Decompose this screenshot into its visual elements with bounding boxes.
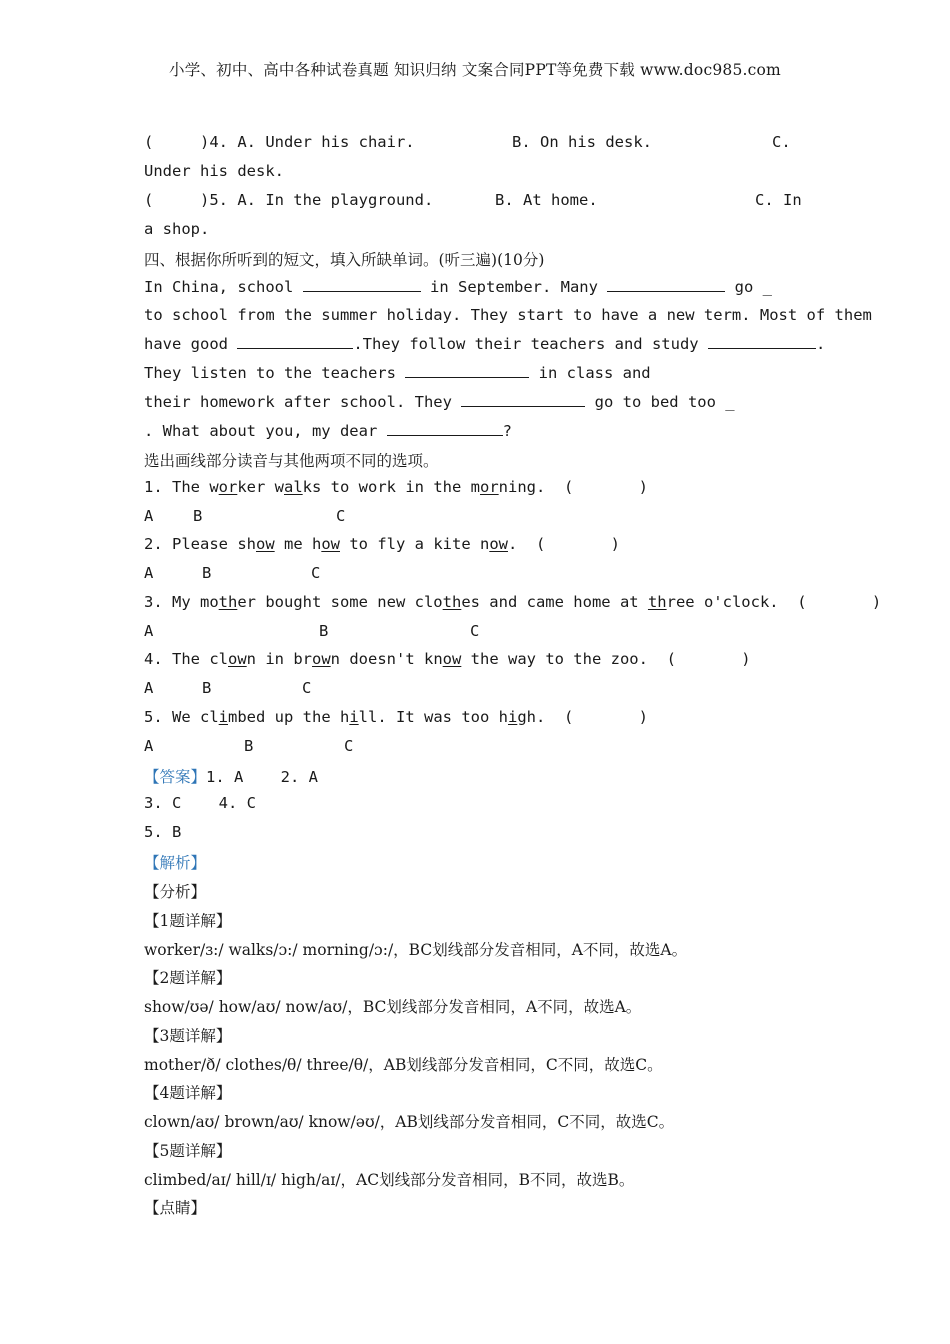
analysis-label: 【解析】 [144,854,207,872]
underlined-part: i [218,708,228,726]
passage-text: .They follow their teachers and study [353,335,699,353]
passage-text: go _ [734,278,772,296]
underlined-part: i [507,708,518,726]
q-text: 4. The cl [144,650,228,668]
passage-line-6 [144,421,512,440]
passage-text: have good [144,335,228,353]
listening-q4-option-b: B. On his desk. [512,133,652,151]
q3-option-b: B [319,622,329,640]
q5-option-c: C [344,737,354,755]
q-text: ll. It was too h [358,708,508,726]
q4-option-a: A [144,679,154,697]
phonics-q5 [144,708,648,726]
q2-option-b: B [202,564,212,582]
underlined-part: th [442,593,462,611]
listening-q4-cont: Under his desk. [144,162,284,180]
q-text: me h [274,535,322,553]
blank-4[interactable] [708,334,816,349]
detail-2-text: show/ʊə/ how/aʊ/ now/aʊ/，BC划线部分发音相同，A不同，故选A。 [144,998,642,1016]
answer-text: 1. A 2. A [206,768,318,786]
listening-q5-option-a: ( )5. A. In the playground. [144,191,434,209]
blank-6[interactable] [461,392,585,407]
detail-4-text: clown/aʊ/ brown/aʊ/ know/əʊ/，AB划线部分发音相同，C不同，故选C。 [144,1113,675,1131]
phonics-q4 [144,650,751,668]
phonics-title: 选出画线部分读音与其他两项不同的选项。 [144,452,439,470]
answer-line-3: 5. B [144,823,182,841]
q4-option-c: C [302,679,312,697]
q-text: the way to the zoo. ( ) [461,650,751,668]
passage-text: They listen to the teachers [144,364,396,382]
q-text: gh. ( ) [517,708,648,726]
underlined-part: ow [255,535,275,553]
q-text: es and came home at [461,593,648,611]
passage-line-5 [144,392,735,411]
passage-text: ? [502,422,512,440]
fenxi-heading: 【分析】 [144,883,207,901]
underlined-part: or [479,478,499,496]
q-text: ning. ( ) [498,478,648,496]
section4-title: 四、根据你所听到的短文，填入所缺单词。(听三遍)(10分) [144,251,545,269]
detail-1-text: worker/ɜ:/ walks/ɔ:/ morning/ɔ:/，BC划线部分发音相同，A不同，故选A。 [144,941,688,959]
blank-5[interactable] [405,363,529,378]
listening-q4-option-a: ( )4. A. Under his chair. [144,133,415,151]
q5-option-b: B [244,737,254,755]
q-text: ker w [237,478,284,496]
q-text: 3. My mo [144,593,219,611]
detail-3-heading: 【3题详解】 [144,1027,232,1045]
q2-option-c: C [311,564,321,582]
passage-text: in class and [538,364,651,382]
passage-text: In China, school [144,278,294,296]
q-text: to fly a kite n [340,535,490,553]
phonics-q1 [144,478,648,496]
underlined-part: or [218,478,238,496]
q1-option-c: C [336,507,346,525]
blank-3[interactable] [237,334,353,349]
detail-1-heading: 【1题详解】 [144,912,232,930]
underlined-part: ow [312,650,331,668]
passage-text: . What about you, my dear [144,422,378,440]
dianjing-heading: 【点睛】 [144,1199,207,1217]
underlined-part: al [284,478,303,496]
blank-1[interactable] [303,277,421,292]
q-text: 1. The w [144,478,219,496]
passage-text: in September. Many [430,278,598,296]
underlined-part: th [647,593,667,611]
underlined-part: i [349,708,359,726]
q4-option-b: B [202,679,212,697]
q-text: er bought some new clo [237,593,443,611]
q-text: ree o'clock. ( ) [666,593,882,611]
answer-line-1 [144,765,318,787]
q-text: 2. Please sh [144,535,256,553]
q5-option-a: A [144,737,154,755]
q2-option-a: A [144,564,154,582]
passage-text: . [815,335,826,353]
detail-4-heading: 【4题详解】 [144,1084,232,1102]
listening-q5-cont: a shop. [144,220,210,238]
blank-2[interactable] [607,277,725,292]
detail-5-heading: 【5题详解】 [144,1142,232,1160]
passage-text: their homework after school. They [144,393,452,411]
passage-line-1 [144,277,772,296]
detail-5-text: climbed/aɪ/ hill/ɪ/ high/aɪ/，AC划线部分发音相同，B不同，故选B。 [144,1171,635,1189]
underlined-part: ow [321,535,340,553]
underlined-part: ow [442,650,462,668]
q3-option-a: A [144,622,154,640]
phonics-q2 [144,535,620,553]
passage-line-4 [144,363,651,382]
detail-2-heading: 【2题详解】 [144,969,232,987]
q1-option-a: A [144,507,154,525]
passage-text: go to bed too _ [594,393,735,411]
answer-line-2: 3. C 4. C [144,794,256,812]
listening-q5-option-b: B. At home. [495,191,598,209]
q-text: 5. We cl [144,708,219,726]
underlined-part: ow [228,650,247,668]
blank-7[interactable] [387,421,503,436]
q-text: mbed up the h [228,708,350,726]
phonics-q3 [144,593,881,611]
q-text: . ( ) [507,535,620,553]
q3-option-c: C [470,622,480,640]
detail-3-text: mother/ð/ clothes/θ/ three/θ/，AB划线部分发音相同，C不同，故选C。 [144,1056,663,1074]
passage-line-2: to school from the summer holiday. They start to have a new term. Most of them [144,306,872,324]
q-text: ks to work in the m [302,478,480,496]
answer-label: 【答案】 [144,768,207,786]
page-header: 小学、初中、高中各种试卷真题 知识归纳 文案合同PPT等免费下载 www.doc985.com [169,61,781,79]
listening-q5-option-c: C. In [755,191,802,209]
passage-line-3 [144,334,825,353]
q-text: n doesn't kn [330,650,443,668]
q-text: n in br [246,650,312,668]
listening-q4-option-c: C. [772,133,791,151]
underlined-part: th [218,593,238,611]
underlined-part: ow [489,535,508,553]
q1-option-b: B [193,507,203,525]
